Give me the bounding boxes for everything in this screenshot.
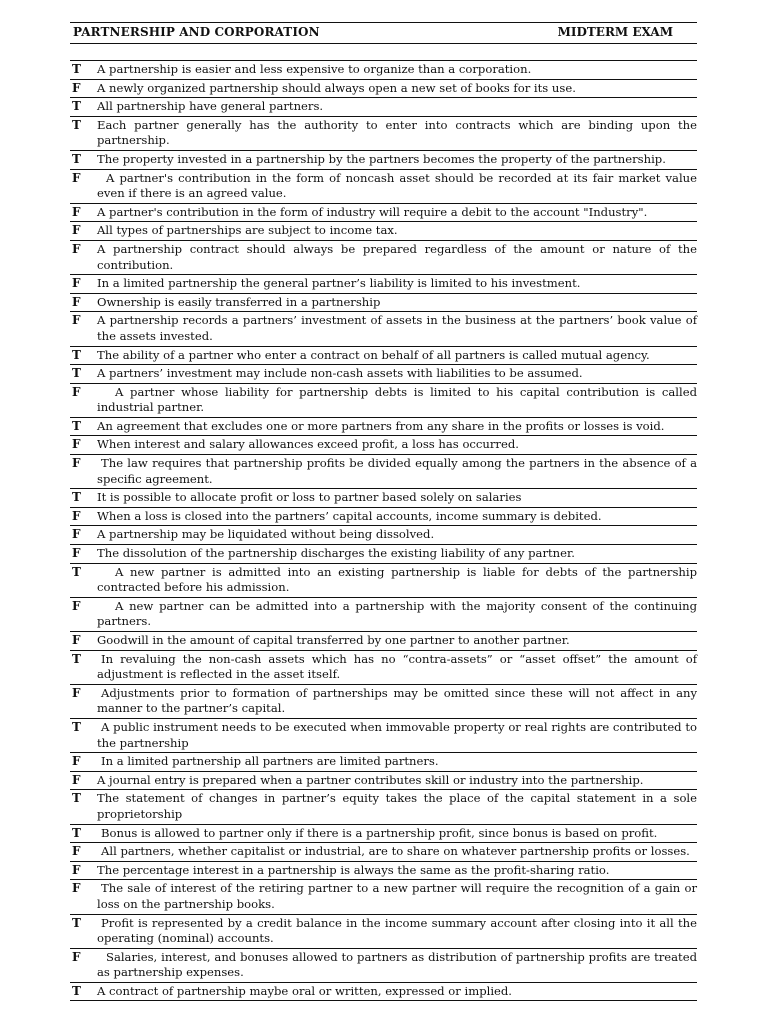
statement-text: The law requires that partnership profits be divided equally among the partners in the absence of a specific agreement. [97, 456, 697, 486]
question-row [70, 364, 697, 383]
statement-text: A journal entry is prepared when a partner contributes skill or industry into the partnership. [97, 772, 644, 787]
question-row [70, 597, 697, 631]
question-row [70, 417, 697, 436]
question-row [70, 274, 697, 293]
question-row [70, 982, 697, 1002]
statement-text: Each partner generally has the authority to enter into contracts which are binding upon the partnership. [97, 117, 697, 148]
statement-text: A partnership records a partners’ investment of assets in the business at the partners’ book value of the assets invested. [97, 313, 697, 343]
question-row [70, 789, 697, 823]
statement-text: A new partner can be admitted into a partnership with the majority consent of the continuing partners. [97, 598, 697, 629]
answer-mark: F [72, 527, 81, 542]
statement-text: All partners, whether capitalist or industrial, are to share on whatever partnership profits or losses. [101, 844, 690, 859]
course-title: PARTNERSHIP AND CORPORATION [73, 25, 320, 39]
answer-mark: F [72, 204, 81, 219]
statement-text: A newly organized partnership should always open a new set of books for its use. [97, 80, 576, 95]
answer-mark: F [72, 633, 81, 647]
exam-header [70, 0, 697, 46]
statement-text: All types of partnerships are subject to income tax. [97, 223, 398, 238]
statement-text: In a limited partnership all partners are limited partners. [101, 754, 439, 769]
answer-mark: F [72, 80, 81, 95]
exam-label: MIDTERM EXAM [557, 25, 673, 39]
question-row [70, 879, 697, 913]
statement-text: Adjustments prior to formation of partnerships may be omitted since these will not affect in any manner to the partner’s capital. [97, 685, 697, 716]
question-row [70, 771, 697, 790]
statement-text: Goodwill in the amount of capital transferred by one partner to another partner. [97, 633, 570, 647]
question-row [70, 60, 697, 79]
statement-text: An agreement that excludes one or more partners from any share in the profits or losses is void. [97, 418, 665, 433]
answer-mark: F [72, 949, 81, 964]
question-row [70, 203, 697, 222]
statement-text: A partnership may be liquidated without being dissolved. [97, 527, 435, 542]
statement-text: A partnership is easier and less expensive to organize than a corporation. [97, 62, 532, 76]
question-row [70, 488, 697, 507]
statement-text: In a limited partnership the general partner’s liability is limited to his investment. [97, 276, 581, 291]
statement-text: The property invested in a partnership by the partners becomes the property of the partnership. [97, 151, 666, 166]
answer-mark: F [72, 437, 81, 452]
question-row [70, 563, 697, 597]
question-row [70, 293, 697, 312]
question-row [70, 240, 697, 274]
answer-mark: T [72, 99, 81, 114]
question-row [70, 454, 697, 488]
statement-text: The dissolution of the partnership discharges the existing liability of any partner. [97, 546, 575, 561]
answer-mark: F [72, 508, 81, 523]
header-top-rule [70, 22, 697, 23]
statement-text: A public instrument needs to be executed when immovable property or real rights are contributed to the partnership [97, 719, 697, 750]
answer-mark: F [72, 685, 81, 700]
header-bottom-rule [70, 43, 697, 44]
statement-text: A partnership contract should always be prepared regardless of the amount or nature of the contribution. [97, 241, 697, 272]
question-row [70, 169, 697, 203]
answer-mark: F [72, 223, 81, 238]
question-row [70, 914, 697, 948]
question-row [70, 150, 697, 169]
question-row [70, 718, 697, 752]
statement-text: All partnership have general partners. [97, 99, 324, 114]
answer-mark: F [72, 276, 81, 291]
statement-text: In revaluing the non-cash assets which has no “contra-assets” or “asset offset” the amount of adjustment is reflected in the asset itself. [97, 651, 697, 682]
answer-mark: F [72, 313, 81, 328]
question-row [70, 842, 697, 861]
statement-text: A partner whose liability for partnership debts is limited to his capital contribution is called industrial partner. [97, 384, 697, 415]
answer-mark: F [72, 772, 81, 787]
answer-mark: F [72, 598, 81, 613]
statement-text: Profit is represented by a credit balance in the income summary account after closing into it all the operating (nominal) accounts. [97, 915, 697, 946]
answer-mark: F [72, 384, 81, 399]
question-row [70, 435, 697, 454]
answer-mark: T [72, 825, 81, 840]
statement-text: When interest and salary allowances exceed profit, a loss has occurred. [97, 437, 519, 452]
statement-text: The sale of interest of the retiring partner to a new partner will require the recognition of a gain or loss on the partnership books. [97, 881, 697, 911]
statement-text: A partner's contribution in the form of industry will require a debit to the account "Industry". [97, 204, 648, 219]
question-row [70, 311, 697, 345]
question-row [70, 116, 697, 150]
statement-text: A contract of partnership maybe oral or written, expressed or implied. [97, 983, 512, 998]
statement-text: A partner's contribution in the form of noncash asset should be recorded at its fair market value even if there is an agreed value. [97, 170, 697, 201]
question-row [70, 544, 697, 563]
question-row [70, 79, 697, 98]
statement-text: It is possible to allocate profit or loss to partner based solely on salaries [97, 490, 522, 505]
exam-sheet [70, 0, 697, 998]
answer-mark: T [72, 791, 81, 806]
statement-text: Salaries, interest, and bonuses allowed to partners as distribution of partnership profits are treated as partnership expenses. [97, 949, 697, 980]
statement-text: A partners’ investment may include non-cash assets with liabilities to be assumed. [97, 366, 583, 381]
question-row [70, 752, 697, 771]
question-list [70, 60, 697, 1001]
answer-mark: T [72, 490, 81, 505]
statement-text: Bonus is allowed to partner only if there is a partnership profit, since bonus is based on profit. [101, 825, 658, 840]
question-row [70, 507, 697, 526]
answer-mark: F [72, 456, 81, 471]
statement-text: When a loss is closed into the partners’ capital accounts, income summary is debited. [97, 508, 602, 523]
answer-mark: T [72, 151, 81, 166]
question-row [70, 221, 697, 240]
question-row [70, 97, 697, 116]
answer-mark: F [72, 862, 81, 877]
answer-mark: F [72, 241, 81, 256]
answer-mark: T [72, 564, 81, 579]
answer-mark: F [72, 170, 81, 185]
statement-text: The ability of a partner who enter a contract on behalf of all partners is called mutual agency. [97, 347, 650, 362]
statement-text: The statement of changes in partner’s equity takes the place of the capital statement in a sole proprietorship [97, 791, 697, 821]
answer-mark: T [72, 117, 81, 132]
answer-mark: T [72, 366, 81, 381]
answer-mark: T [72, 347, 81, 362]
question-row [70, 824, 697, 843]
question-row [70, 861, 697, 880]
statement-text: The percentage interest in a partnership is always the same as the profit-sharing ratio. [97, 862, 610, 877]
question-row [70, 383, 697, 417]
question-row [70, 346, 697, 365]
question-row [70, 948, 697, 982]
answer-mark: F [72, 754, 81, 769]
statement-text: Ownership is easily transferred in a partnership [97, 294, 381, 309]
answer-mark: T [72, 651, 81, 666]
question-row [70, 684, 697, 718]
question-row [70, 650, 697, 684]
answer-mark: T [72, 62, 81, 76]
answer-mark: T [72, 915, 81, 930]
answer-mark: T [72, 719, 81, 734]
answer-mark: F [72, 844, 81, 859]
answer-mark: T [72, 418, 81, 433]
answer-mark: F [72, 294, 81, 309]
answer-mark: F [72, 881, 81, 896]
statement-text: A new partner is admitted into an existing partnership is liable for debts of the partnership contracted before his admission. [97, 564, 697, 595]
question-row [70, 631, 697, 650]
question-row [70, 525, 697, 544]
answer-mark: T [72, 983, 81, 998]
answer-mark: F [72, 546, 81, 561]
